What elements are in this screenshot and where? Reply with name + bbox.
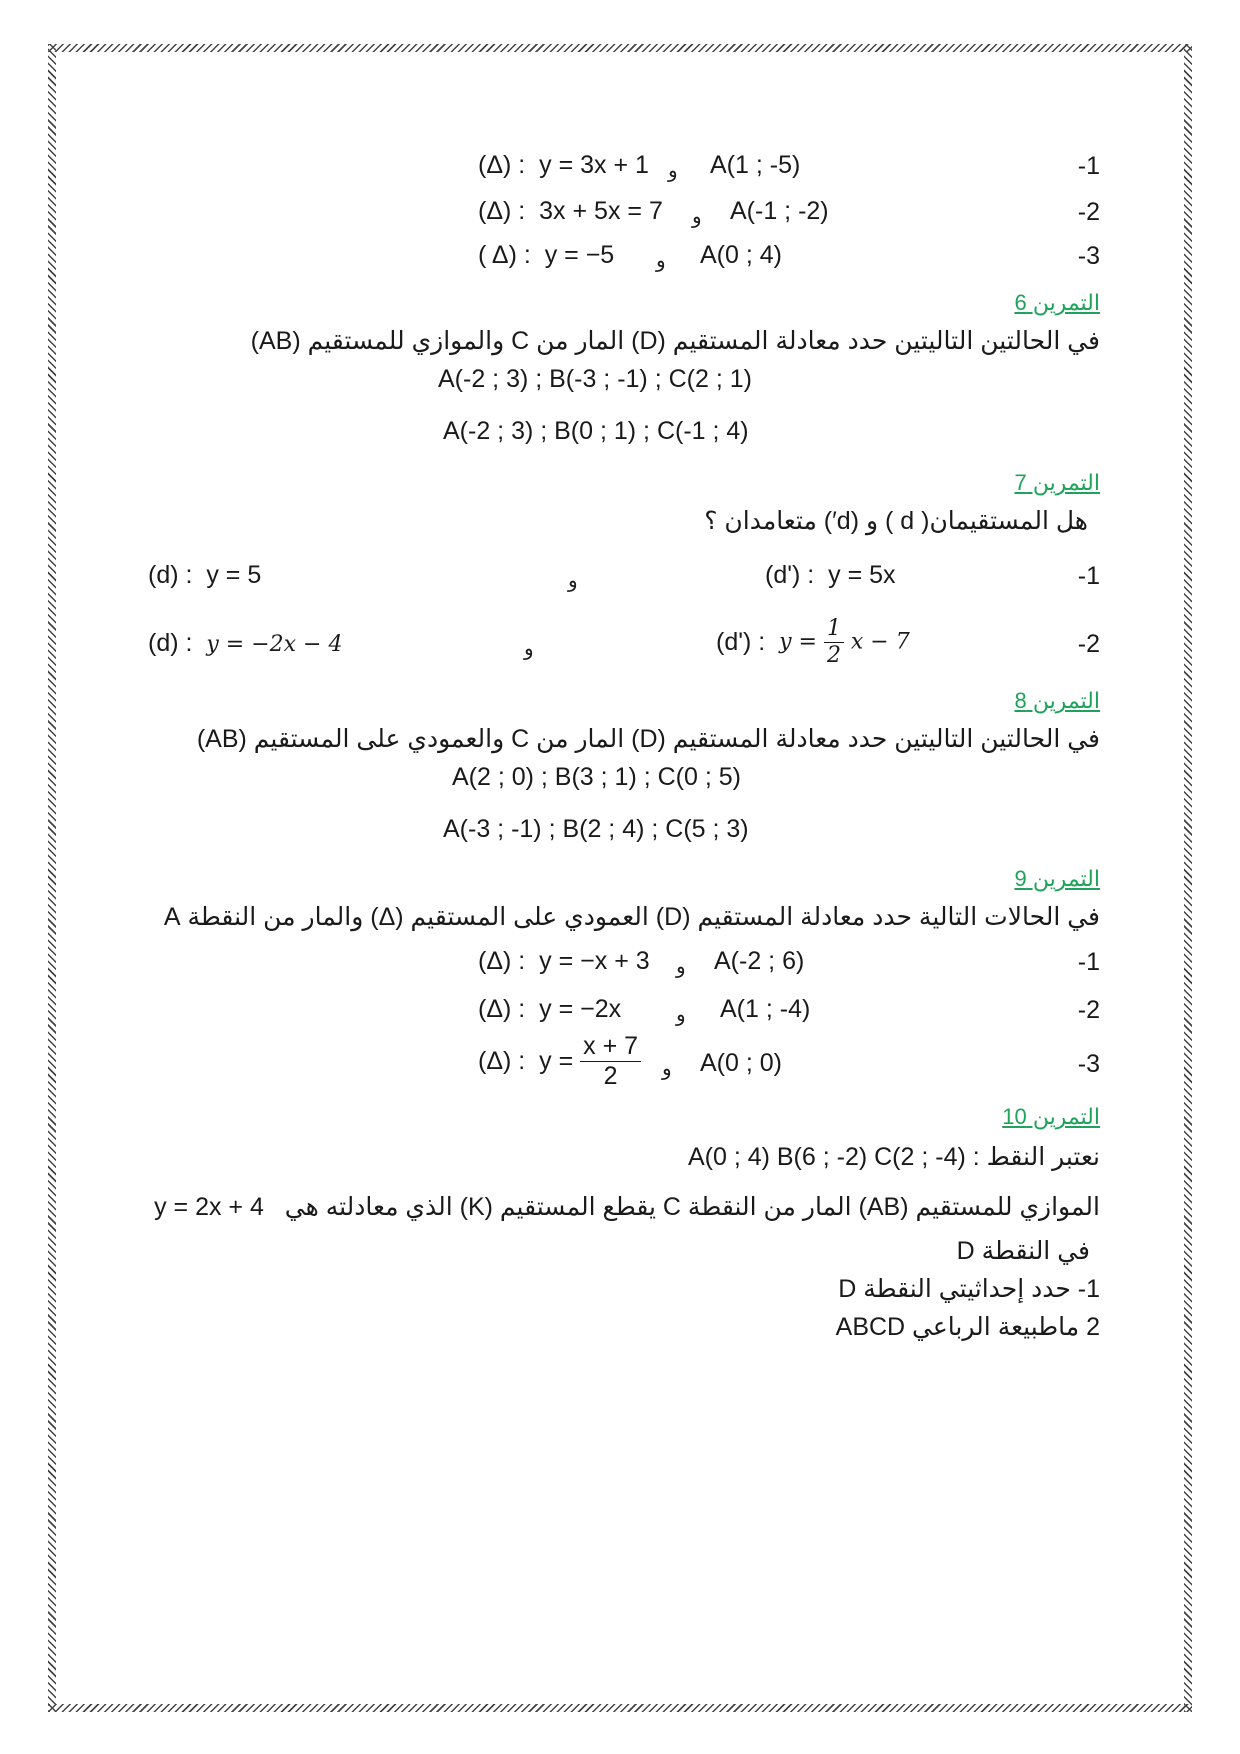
delta-equation: ( Δ) : y = −5 [478, 241, 615, 269]
d-prime-equation: (d') : y = $\frac{1}{2}$ x − 7 [716, 616, 910, 668]
item-number: -2 [1077, 630, 1100, 658]
item-number: -3 [1077, 1050, 1100, 1078]
exercise-10-line-1: الموازي للمستقيم (AB) المار من النقطة C يقطع المستقيم (K) الذي معادلته هي y = 2x + 4 [154, 1193, 1100, 1221]
and-word: و [662, 1058, 672, 1080]
item-number: -3 [1077, 242, 1100, 270]
equation: y = 3x + 1 [539, 151, 649, 179]
exercise-10-line-2: في النقطة D [956, 1237, 1090, 1265]
point: A(0 ; 4) [700, 241, 782, 269]
delta-equation: (Δ) : y = −2x [478, 995, 622, 1023]
delta-equation: (Δ) : y = 3x + 1 [478, 151, 649, 179]
exercise-6-title: التمرين 6 [1014, 290, 1100, 315]
equation: y = −5 [544, 241, 615, 269]
and-word: و [692, 206, 702, 228]
equation: y = 2x + 4 [154, 1193, 264, 1221]
d-equation: (d) : y = −2x − 4 [148, 629, 343, 657]
exercise-10-title: التمرين 10 [1002, 1104, 1100, 1129]
item-number: -2 [1077, 996, 1100, 1024]
exercise-7-question: هل المستقيمان( d ) و (d′) متعامدان ؟ [704, 507, 1088, 535]
point: A(-1 ; -2) [730, 197, 829, 225]
d-prime-equation: (d') : y = 5x [765, 561, 896, 589]
and-word: و [676, 1004, 686, 1026]
and-word: و [656, 250, 666, 272]
exercise-10-points: نعتبر النقط : A(0 ; 4) B(6 ; -2) C(2 ; -4) [687, 1143, 1100, 1171]
border-right [1184, 44, 1192, 1712]
exercise-8-case-2: A(-3 ; -1) ; B(2 ; 4) ; C(5 ; 3) [443, 815, 749, 843]
and-word: و [676, 956, 686, 978]
exercise-7-title: التمرين 7 [1014, 470, 1100, 495]
point: A(1 ; -4) [720, 995, 811, 1023]
d-equation: (d) : y = 5 [148, 561, 262, 589]
exercise-8-title: التمرين 8 [1014, 688, 1100, 713]
border-bottom [48, 1704, 1192, 1712]
equation: 3x + 5x = 7 [539, 197, 663, 225]
border-top [48, 44, 1192, 52]
item-number: -2 [1077, 198, 1100, 226]
delta-equation: (Δ) : 3x + 5x = 7 [478, 197, 663, 225]
exercise-6-case-2: A(-2 ; 3) ; B(0 ; 1) ; C(-1 ; 4) [443, 417, 749, 445]
exercise-6-case-1: A(-2 ; 3) ; B(-3 ; -1) ; C(2 ; 1) [438, 365, 752, 393]
exercise-9-statement: في الحالات التالية حدد معادلة المستقيم (D) العمودي على المستقيم (Δ) والمار من النقطة A [163, 903, 1100, 931]
exercise-8-statement: في الحالتين التاليتين حدد معادلة المستقيم (D) المار من C والعمودي على المستقيم (AB) [196, 725, 1100, 753]
exercise-8-case-1: A(2 ; 0) ; B(3 ; 1) ; C(0 ; 5) [452, 763, 741, 791]
fraction: $\frac{x + 7}{2}$ [580, 1034, 641, 1089]
item-number: -1 [1077, 562, 1100, 590]
exercise-10-question-2: 2 ماطبيعة الرباعي ABCD [835, 1313, 1100, 1341]
item-number: -1 [1077, 948, 1100, 976]
item-number: -1 [1077, 152, 1100, 180]
exercise-9-title: التمرين 9 [1014, 866, 1100, 891]
and-word: و [568, 570, 578, 592]
delta-equation: (Δ) : y = −x + 3 [478, 947, 650, 975]
delta-equation: (Δ) : y = $\frac{x + 7}{2}$ [478, 1034, 641, 1089]
and-word: و [524, 638, 534, 660]
border-left [48, 44, 56, 1712]
exercise-6-statement: في الحالتين التاليتين حدد معادلة المستقيم (D) المار من C والموازي للمستقيم (AB) [250, 327, 1100, 355]
and-word: و [668, 160, 678, 182]
point: A(-2 ; 6) [714, 947, 805, 975]
point: A(0 ; 0) [700, 1049, 782, 1077]
fraction: $\frac{1}{2}$ [824, 618, 844, 667]
point: A(1 ; -5) [710, 151, 801, 179]
exercise-10-question-1: 1- حدد إحداثيتي النقطة D [838, 1275, 1100, 1303]
